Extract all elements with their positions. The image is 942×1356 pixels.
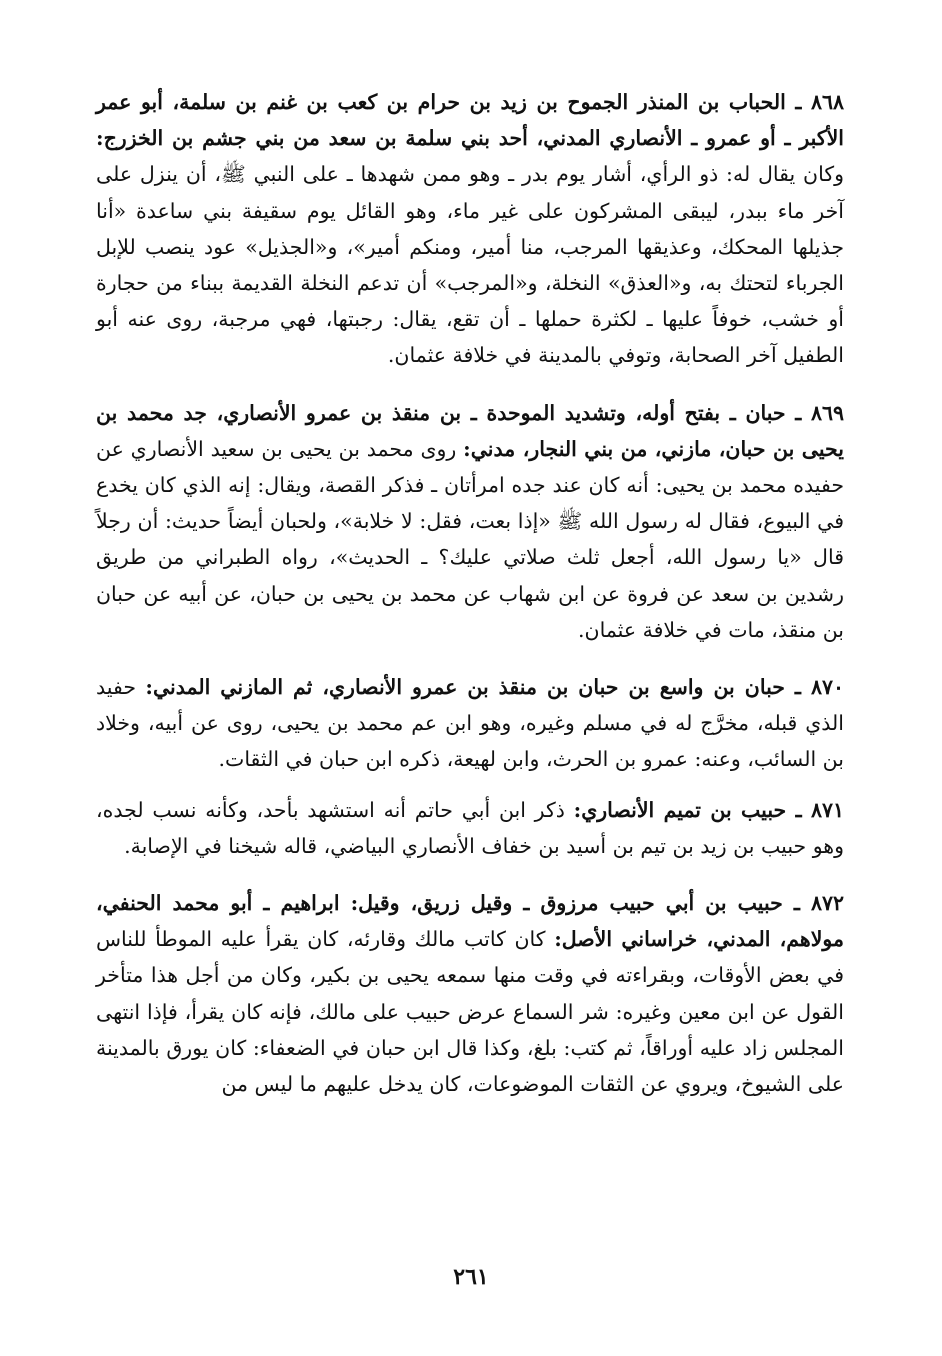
book-page — [96, 84, 844, 1102]
entry-heading: ٨٧٢ ـ حبيب بن أبي حبيب مرزوق ـ وقيل زريق، وقيل: ابراهيم ـ أبو محمد الحنفي، مولاهم، المدني، خراساني الأصل: — [96, 891, 844, 952]
biography-entry-871 — [96, 792, 844, 864]
biography-entry-869 — [96, 395, 844, 648]
biography-entry-870 — [96, 669, 844, 778]
entry-text: حفيد الذي قبله، مخرَّج له في مسلم وغيره، وهو ابن عم محمد بن يحيى، روى عن أبيه، وخلاد بن السائب، وعنه: عمرو بن الحرث، وابن لهيعة، ذكره ابن حبان في الثقات. — [96, 675, 844, 772]
entry-heading: ٨٧٠ ـ حبان بن واسع بن حبان بن منقذ بن عمرو الأنصاري، ثم المازني المدني: — [145, 675, 844, 700]
entry-text: روى محمد بن يحيى بن سعيد الأنصاري عن حفيده محمد بن يحيى: أنه كان عند جده امرأتان ـ فذكر القصة، ويقال: إنه الذي كان يخدع في البيوع، فقال له رسول الله ﷺ «إذا بعت، فقل: لا خلابة»، ولحبان أيضاً حديث: أن رجلاً قال «يا رسول الله، أجعل ثلث صلاتي عليك؟ ـ الحديث»، رواه الطبراني من طريق رشدين بن سعد عن فروة عن ابن شهاب عن محمد بن يحيى بن حبان، عن أبيه عن حبان بن منقذ، مات في خلافة عثمان. — [96, 436, 844, 642]
biography-entry-872 — [96, 885, 844, 1102]
entry-heading: ٨٧١ ـ حبيب بن تميم الأنصاري: — [573, 797, 844, 822]
entry-text: ذكر ابن أبي حاتم أنه استشهد بأحد، وكأنه نسب لجده، وهو حبيب بن زيد بن تيم بن أسيد بن خفاف الأنصاري البياضي، قاله شيخنا في الإصابة. — [96, 797, 844, 858]
entry-heading: ٨٦٩ ـ حبان ـ بفتح أوله، وتشديد الموحدة ـ بن منقذ بن عمرو الأنصاري، جد محمد بن يحيى بن حبان، مازني، من بني النجار، مدني: — [96, 400, 844, 461]
entry-text: وكان يقال له: ذو الرأي، أشار يوم بدر ـ وهو ممن شهدها ـ على النبي ﷺ، أن ينزل على آخر ماء ببدر، ليبقى المشركون على غير ماء، وهو القائل يوم سقيفة بني ساعدة «أنا جذيلها المحكك، وعذيقها المرجب، منا أمير، ومنكم أمير»، و«الجذيل» عود ينصب للإبل الجرباء لتحتك به، و«العذق» النخلة، و«المرجب» أن تدعم النخلة القديمة ببناء من حجارة أو خشب، خوفاً عليها ـ لكثرة حملها ـ أن تقع، يقال: رجبتها، فهي مرجبة، روى عنه أبو الطفيل آخر الصحابة، وتوفي بالمدينة في خلافة عثمان. — [96, 162, 844, 368]
page-number: ٢٦١ — [453, 1264, 489, 1290]
biography-entry-868 — [96, 84, 844, 374]
entry-text: كان كاتب مالك وقارئه، كان يقرأ عليه الموطأ للناس في بعض الأوقات، وبقراءته في وقت منها سمعه يحيى بن بكير، وكان من أجل هذا متأخر القول عن ابن معين وغيره: شر السماع عرض حبيب على مالك، فإنه كان يقرأ، فإذا انتهى المجلس زاد عليه أوراقاً، ثم كتب: بلغ، وكذا قال ابن حبان في الضعفاء: كان يورق بالمدينة على الشيوخ، ويروي عن الثقات الموضوعات، كان يدخل عليهم ما ليس من — [96, 927, 844, 1097]
entry-heading: ٨٦٨ ـ الحباب بن المنذر الجموح بن زيد بن حرام بن كعب بن غنم بن سلمة، أبو عمر الأكبر ـ أو عمرو ـ الأنصاري المدني، أحد بني سلمة بن سعد من بني جشم بن الخزرج: — [96, 90, 844, 151]
